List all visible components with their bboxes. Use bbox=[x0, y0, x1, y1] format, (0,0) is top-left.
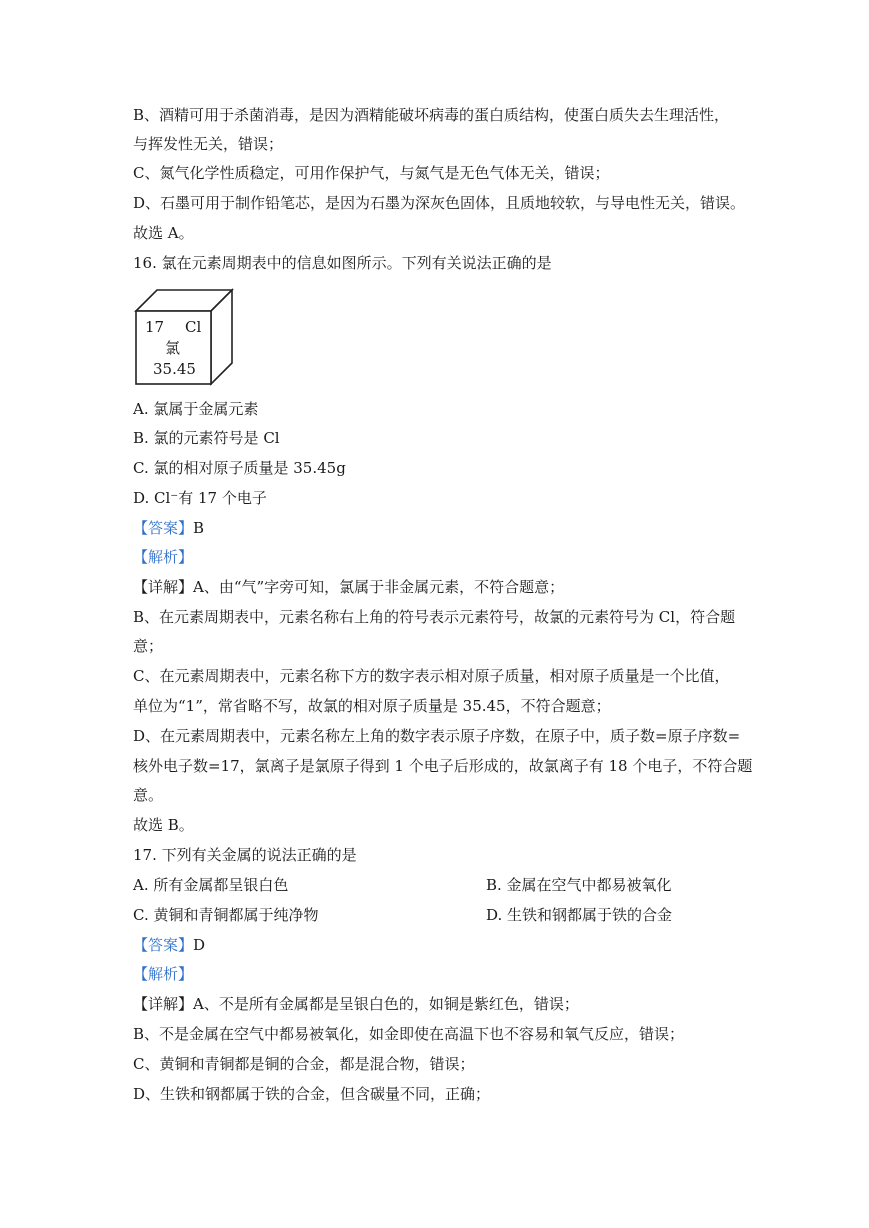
q15-option-b-line1: B、酒精可用于杀菌消毒，是因为酒精能破坏病毒的蛋白质结构，使蛋白质失去生理活性， bbox=[133, 106, 730, 124]
q16-detail-d-line1: D、在元素周期表中，元素名称左上角的数字表示原子序数，在原子中，质子数=原子序数= bbox=[133, 727, 741, 745]
q15-conclusion: 故选 A。 bbox=[133, 224, 194, 242]
q17-detail-d: D、生铁和钢都属于铁的合金，但含碳量不同，正确； bbox=[133, 1085, 491, 1103]
q17-detail-a-text: A、不是所有金属都是呈银白色的，如铜是紫红色，错误； bbox=[193, 995, 579, 1013]
q16-detail-tag: 【详解】 bbox=[133, 578, 194, 596]
q17-detail-tag: 【详解】 bbox=[133, 995, 194, 1013]
q16-detail-c-line1: C、在元素周期表中，元素名称下方的数字表示相对原子质量，相对原子质量是一个比值， bbox=[133, 667, 730, 685]
q17-analysis-tag: 【解析】 bbox=[133, 965, 194, 983]
q16-detail-a bbox=[133, 577, 564, 597]
q16-conclusion: 故选 B。 bbox=[133, 816, 194, 834]
q17-option-a: A. 所有金属都呈银白色 bbox=[133, 876, 289, 894]
q16-detail-d-line2: 核外电子数=17，氯离子是氯原子得到 1 个电子后形成的，故氯离子有 18 个电子，不符合题 bbox=[133, 757, 753, 775]
q17-detail-c: C、黄铜和青铜都是铜的合金，都是混合物，错误； bbox=[133, 1055, 475, 1073]
q17-option-b: B. 金属在空气中都易被氧化 bbox=[486, 876, 672, 894]
q16-detail-b-line2: 意； bbox=[133, 637, 164, 655]
q16-analysis-tag: 【解析】 bbox=[133, 548, 194, 566]
q15-option-b-line2: 与挥发性无关，错误； bbox=[133, 135, 284, 153]
q16-option-a: A. 氯属于金属元素 bbox=[133, 400, 259, 418]
q17-answer-tag: 【答案】 bbox=[133, 936, 194, 954]
q15-option-c: C、氮气化学性质稳定，可用作保护气，与氮气是无色气体无关，错误； bbox=[133, 164, 610, 182]
q17-option-d: D. 生铁和钢都属于铁的合金 bbox=[486, 906, 673, 924]
q17-detail-a bbox=[133, 994, 579, 1014]
element-name: 氯 bbox=[165, 339, 181, 357]
q17-stem: 17. 下列有关金属的说法正确的是 bbox=[133, 846, 357, 864]
q16-detail-b-line1: B、在元素周期表中，元素名称右上角的符号表示元素符号，故氯的元素符号为 Cl，符合题 bbox=[133, 608, 736, 626]
q16-detail-c-line2: 单位为“1”，常省略不写，故氯的相对原子质量是 35.45，不符合题意； bbox=[133, 697, 611, 715]
q16-answer-tag: 【答案】 bbox=[133, 519, 194, 537]
q16-option-b: B. 氯的元素符号是 Cl bbox=[133, 429, 280, 447]
element-symbol: Cl bbox=[185, 318, 202, 336]
q16-detail-d-line3: 意。 bbox=[133, 786, 164, 804]
q16-answer-value: B bbox=[193, 519, 205, 537]
q17-detail-b: B、不是金属在空气中都易被氧化，如金即使在高温下也不容易和氧气反应，错误； bbox=[133, 1025, 685, 1043]
q16-option-c: C. 氯的相对原子质量是 35.45g bbox=[133, 459, 346, 477]
q17-answer-value: D bbox=[193, 936, 206, 954]
q16-answer bbox=[133, 518, 204, 538]
q16-option-d: D. Cl⁻有 17 个电子 bbox=[133, 489, 267, 507]
atomic-number: 17 bbox=[145, 318, 165, 336]
atomic-mass: 35.45 bbox=[153, 360, 196, 378]
q16-stem: 16. 氯在元素周期表中的信息如图所示。下列有关说法正确的是 bbox=[133, 254, 552, 272]
q15-option-d: D、石墨可用于制作铅笔芯，是因为石墨为深灰色固体，且质地较软，与导电性无关，错误。 bbox=[133, 194, 746, 212]
q17-answer bbox=[133, 935, 205, 955]
q16-detail-a-text: A、由“气”字旁可知，氯属于非金属元素，不符合题意； bbox=[193, 578, 565, 596]
q17-option-c: C. 黄铜和青铜都属于纯净物 bbox=[133, 906, 319, 924]
element-tile-figure bbox=[133, 287, 237, 387]
